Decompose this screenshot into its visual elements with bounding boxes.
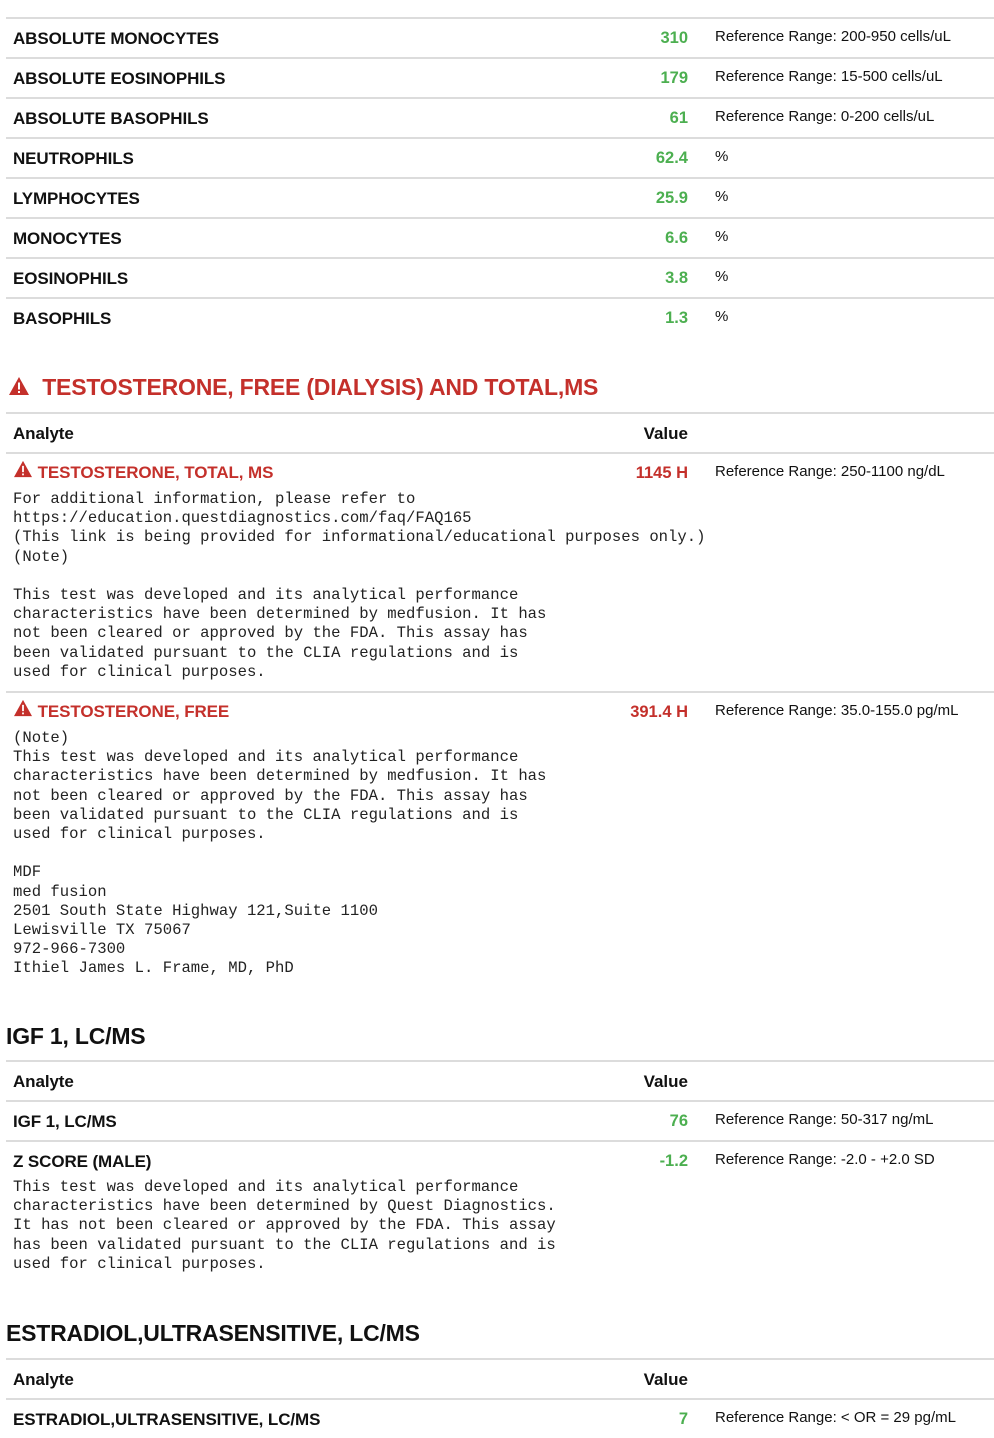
reference-range: %: [715, 188, 729, 205]
analyte-name: Z SCORE (MALE): [13, 1152, 152, 1171]
table-row: [6, 97, 994, 137]
table-row: [6, 257, 994, 297]
analyte-value: 310: [660, 29, 688, 47]
analyte-value: 1145 H: [635, 464, 688, 482]
column-header-analyte: Analyte: [13, 424, 74, 443]
analyte-value: 1.3: [665, 309, 688, 327]
analyte-name: ABSOLUTE EOSINOPHILS: [13, 69, 226, 88]
table-row: [6, 297, 994, 337]
reference-range: Reference Range: 200-950 cells/uL: [715, 28, 951, 45]
analyte-name: ABSOLUTE MONOCYTES: [13, 29, 219, 48]
analyte-value: 25.9: [655, 189, 688, 207]
reference-range: Reference Range: 35.0-155.0 pg/mL: [715, 702, 959, 719]
reference-range: Reference Range: 15-500 cells/uL: [715, 68, 943, 85]
estradiol-table: [6, 1358, 994, 1438]
analyte-value: 76: [669, 1112, 688, 1130]
reference-range: Reference Range: 250-1100 ng/dL: [715, 463, 945, 480]
testosterone-table: [6, 412, 994, 993]
table-row: [6, 177, 994, 217]
reference-range: Reference Range: 50-317 ng/mL: [715, 1111, 934, 1128]
section-title-testosterone: TESTOSTERONE, FREE (DIALYSIS) AND TOTAL,MS: [8, 374, 598, 402]
analyte-value: 179: [660, 69, 688, 87]
analyte-name: TESTOSTERONE, FREE: [13, 702, 229, 722]
table-header: [6, 1358, 994, 1398]
table-row: [6, 137, 994, 177]
analyte-name: EOSINOPHILS: [13, 269, 129, 288]
table-header: [6, 1060, 994, 1100]
table-header: [6, 412, 994, 452]
table-row: [6, 1100, 994, 1140]
table-row: [6, 691, 994, 993]
cbc-table: [6, 17, 994, 337]
analyte-value: 6.6: [665, 229, 688, 247]
section-title-estradiol: ESTRADIOL,ULTRASENSITIVE, LC/MS: [6, 1320, 420, 1346]
table-row: [6, 1140, 994, 1292]
analyte-name: ABSOLUTE BASOPHILS: [13, 109, 209, 128]
reference-range: %: [715, 148, 729, 165]
column-header-value: Value: [643, 1072, 688, 1091]
column-header-analyte: Analyte: [13, 1370, 74, 1389]
result-note: For additional information, please refer to https://education.questdiagnostics.com/faq/FAQ165 (This link is being provided for informational/educational purposes only.) (Note) This test was developed and its analytical performance characteristics have been determined by medfusion. It has not been cleared or approved by the FDA. This assay has been validated pursuant to the CLIA regulations and is used for clinical purposes.: [13, 490, 706, 681]
reference-range: Reference Range: -2.0 - +2.0 SD: [715, 1151, 935, 1168]
warning-triangle-icon: [8, 375, 30, 402]
result-note: (Note) This test was developed and its analytical performance characteristics have been determined by medfusion. It has not been cleared or approved by the FDA. This assay has been validated pursuant to the CLIA regulations and is used for clinical purposes. MDF med fusion 2501 South State Highway 121,Suite 1100 Lewisville TX 75067 972-966-7300 Ithiel James L. Frame, MD, PhD: [13, 729, 547, 978]
table-row: [6, 17, 994, 57]
reference-range: Reference Range: 0-200 cells/uL: [715, 108, 935, 125]
analyte-name: LYMPHOCYTES: [13, 189, 140, 208]
warning-triangle-icon: [13, 699, 33, 722]
reference-range: %: [715, 308, 729, 325]
reference-range: %: [715, 268, 729, 285]
analyte-name: IGF 1, LC/MS: [13, 1112, 117, 1131]
column-header-value: Value: [643, 1370, 688, 1389]
analyte-value: 62.4: [655, 149, 688, 167]
igf-table: [6, 1060, 994, 1292]
result-note: This test was developed and its analytical performance characteristics have been determined by Quest Diagnostics. It has not been cleared or approved by the FDA. This assay has been validated pursuant to the CLIA regulations and is used for clinical purposes.: [13, 1178, 556, 1273]
analyte-name: ESTRADIOL,ULTRASENSITIVE, LC/MS: [13, 1410, 321, 1429]
analyte-value: -1.2: [659, 1152, 688, 1170]
warning-triangle-icon: [13, 460, 33, 483]
column-header-value: Value: [643, 424, 688, 443]
analyte-value: 3.8: [665, 269, 688, 287]
analyte-value: 61: [669, 109, 688, 127]
analyte-value: 391.4 H: [630, 703, 688, 721]
table-row: [6, 1398, 994, 1438]
column-header-analyte: Analyte: [13, 1072, 74, 1091]
table-row: [6, 57, 994, 97]
table-row: [6, 217, 994, 257]
reference-range: %: [715, 228, 729, 245]
reference-range: Reference Range: < OR = 29 pg/mL: [715, 1409, 956, 1426]
analyte-name: NEUTROPHILS: [13, 149, 134, 168]
analyte-value: 7: [678, 1410, 688, 1428]
analyte-name: TESTOSTERONE, TOTAL, MS: [13, 463, 273, 483]
section-title-igf: IGF 1, LC/MS: [6, 1023, 146, 1049]
analyte-name: BASOPHILS: [13, 309, 112, 328]
analyte-name: MONOCYTES: [13, 229, 122, 248]
table-row: [6, 452, 994, 691]
